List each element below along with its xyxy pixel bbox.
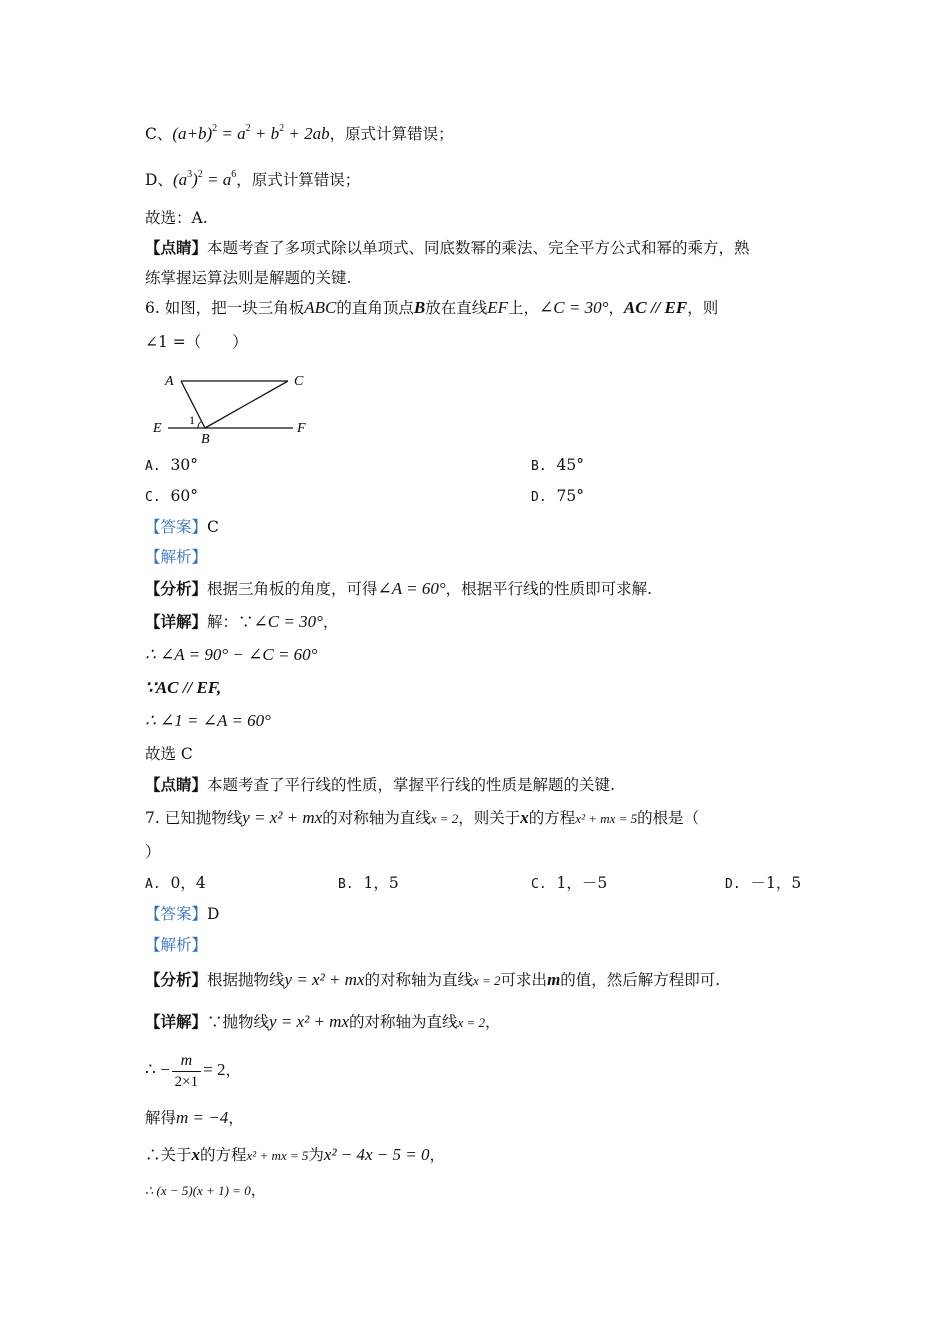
xiangjie-text: 的对称轴为直线 (348, 1013, 458, 1031)
parabola-equation: y = x² + mx (269, 1012, 349, 1031)
label-b: B (201, 432, 210, 447)
option-value: －1，5 (750, 874, 802, 892)
q6-stem-line2: ∠1 =（ ） (145, 333, 248, 351)
equation: x² + mx = 5 (575, 811, 638, 826)
q7-stem-line1 (145, 807, 699, 830)
solve-text: 解得 (145, 1109, 177, 1127)
q6-dianjing (145, 774, 615, 796)
question-number: 6. (145, 299, 160, 317)
punctuation: ， (429, 1146, 446, 1164)
xiangjie-text: ∵抛物线 (207, 1013, 270, 1031)
factored-equation: ∴ (x − 5)(x + 1) = 0 (145, 1183, 251, 1198)
equation-original: x² + mx = 5 (246, 1148, 309, 1163)
fraction-numerator: m (172, 1051, 201, 1072)
option-value: 45° (556, 456, 584, 474)
triangle-name: ABC (304, 298, 337, 317)
q7-option-d[interactable] (725, 872, 801, 896)
punctuation: ， (225, 1061, 241, 1079)
label-1: 1 (189, 413, 195, 427)
label-a: A (165, 374, 174, 389)
xiangjie-tag: 【详解】 (145, 1012, 208, 1031)
option-d-prefix: D、 (145, 171, 173, 189)
variable-m: m (547, 970, 561, 989)
q7-equation-step (145, 1144, 445, 1167)
step-text: ∴关于 (145, 1146, 192, 1164)
angle-1-arc (198, 422, 202, 429)
parabola-equation: y = x² + mx (242, 808, 323, 827)
punctuation: ， (228, 1109, 244, 1127)
fraction-result: = 2 (203, 1060, 226, 1079)
xiangjie-math: ∠C = 30° (253, 612, 323, 631)
q6-stem-line1 (145, 297, 718, 319)
xiangjie-text: ， (485, 1013, 501, 1031)
question-number: 7. (145, 809, 160, 827)
point-b: B (413, 298, 426, 317)
label-e: E (153, 421, 162, 436)
fenxi-tag: 【分析】 (145, 579, 208, 598)
line-ef: EF (487, 298, 509, 317)
option-letter: B. (531, 459, 547, 474)
parallel-statement: AC // EF (623, 298, 688, 317)
answer-tag: 【答案】 (145, 518, 208, 536)
prev-option-c-line (145, 123, 454, 148)
option-value: 75° (556, 487, 584, 505)
fenxi-text: 根据抛物线 (207, 971, 285, 989)
prev-dianjing-line2: 练掌握运算法则是解题的关键. (145, 269, 352, 287)
option-letter: A. (145, 877, 161, 892)
q6-step2: ∵AC // EF, (145, 678, 222, 697)
prev-dianjing-line1 (145, 237, 750, 259)
stem-text: 放在直线 (425, 299, 488, 317)
fenxi-math: ∠A = 60° (377, 579, 446, 598)
m-value: m = −4 (176, 1108, 229, 1127)
prev-choose: 故选：A. (145, 209, 208, 227)
punctuation: ， (250, 1181, 267, 1199)
q7-stem-line2: ） (145, 843, 161, 861)
triangle-figure (148, 368, 318, 448)
option-value: 1，5 (363, 874, 399, 892)
therefore-minus: ∴ − (145, 1060, 170, 1079)
stem-text: 如图，把一块三角板 (164, 299, 305, 317)
dianjing-tag: 【点睛】 (145, 775, 208, 794)
q7-option-a[interactable] (145, 872, 206, 896)
option-c-prefix: C、 (145, 125, 173, 143)
q7-fenxi (145, 969, 720, 992)
segment-bc (205, 381, 288, 428)
answer-value: D (207, 905, 220, 923)
q6-xiangjie (145, 611, 338, 633)
option-letter: D. (531, 490, 547, 505)
q6-jiexi-tag: 【解析】 (145, 548, 208, 566)
answer-value: C (207, 518, 219, 536)
dianjing-text: 本题考查了平行线的性质，掌握平行线的性质是解题的关键. (207, 776, 615, 794)
q6-option-b[interactable] (531, 454, 584, 478)
option-letter: C. (145, 490, 161, 505)
label-c: C (294, 374, 304, 389)
stem-text: ，则关于 (458, 809, 521, 827)
option-value: 30° (170, 456, 198, 474)
option-letter: B. (338, 877, 354, 892)
stem-text: ，则 (687, 299, 719, 317)
step-text: 为 (308, 1146, 324, 1164)
option-value: 1，－5 (556, 874, 608, 892)
fenxi-text: 根据三角板的角度，可得 (207, 580, 378, 598)
q6-option-d[interactable] (531, 485, 584, 509)
option-c-note: ，原式计算错误； (329, 125, 454, 143)
prev-option-d-line (145, 169, 360, 194)
q7-fraction-line (145, 1048, 241, 1092)
formula-d: $(a^3)^2 = a^6$ (172, 169, 237, 189)
stem-text: ， (608, 299, 624, 317)
dianjing-tag: 【点睛】 (145, 238, 208, 257)
xiangjie-text: ， (322, 613, 339, 631)
parabola-equation: y = x² + mx (284, 970, 365, 989)
q6-choose: 故选 C (145, 745, 193, 763)
stem-text: 的直角顶点 (336, 299, 414, 317)
q6-option-a[interactable] (145, 454, 198, 478)
stem-text: 的根是（ (637, 809, 700, 827)
step-text: 的方程 (200, 1146, 247, 1164)
axis-equation: x = 2 (430, 811, 459, 826)
q7-option-c[interactable] (531, 872, 607, 896)
q6-option-c[interactable] (145, 485, 198, 509)
stem-text: 已知抛物线 (164, 809, 243, 827)
angle-c-value: ∠C = 30° (539, 298, 609, 317)
dianjing-text-1: 本题考查了多项式除以单项式、同底数幂的乘法、完全平方公式和幂的乘方，熟 (207, 239, 750, 257)
q6-answer (145, 516, 219, 538)
option-value: 0，4 (170, 874, 206, 892)
label-f: F (297, 421, 306, 436)
q7-option-b[interactable] (338, 872, 399, 896)
fenxi-text: ，根据平行线的性质即可求解. (445, 580, 653, 598)
variable-x: x (191, 1145, 201, 1164)
option-value: 60° (170, 487, 198, 505)
fenxi-text: 可求出 (500, 971, 548, 989)
fenxi-text: 的对称轴为直线 (364, 971, 473, 989)
stem-text: 上， (508, 299, 540, 317)
fenxi-tag: 【分析】 (145, 970, 208, 989)
fraction (172, 1051, 201, 1092)
option-letter: D. (725, 877, 741, 892)
q7-solve-m (145, 1107, 244, 1129)
axis-equation: x = 2 (473, 973, 501, 988)
stem-text: 的方程 (528, 809, 576, 827)
q6-step1: ∴ ∠A = 90° − ∠C = 60° (145, 645, 318, 664)
xiangjie-tag: 【详解】 (145, 612, 208, 631)
option-letter: C. (531, 877, 547, 892)
q7-factor-step (145, 1179, 266, 1202)
axis-equation: x = 2 (457, 1015, 486, 1030)
fenxi-text: 的值，然后解方程即可. (560, 971, 721, 989)
equation-quadratic: x² − 4x − 5 = 0 (323, 1145, 430, 1164)
option-letter: A. (145, 459, 161, 474)
q7-answer (145, 903, 219, 925)
option-d-note: ，原式计算错误； (236, 171, 361, 189)
q7-jiexi-tag: 【解析】 (145, 936, 208, 954)
answer-tag: 【答案】 (145, 905, 208, 923)
stem-text: 的对称轴为直线 (322, 809, 431, 827)
variable-x: x (520, 808, 529, 827)
q6-fenxi (145, 578, 652, 600)
formula-c: $(a+b)^2 = a^2 + b^2 + 2ab$ (172, 123, 330, 143)
q7-xiangjie (145, 1011, 501, 1034)
q6-step3: ∴ ∠1 = ∠A = 60° (145, 711, 271, 730)
xiangjie-text: 解：∵ (207, 613, 254, 631)
fraction-denominator: 2×1 (174, 1073, 199, 1090)
